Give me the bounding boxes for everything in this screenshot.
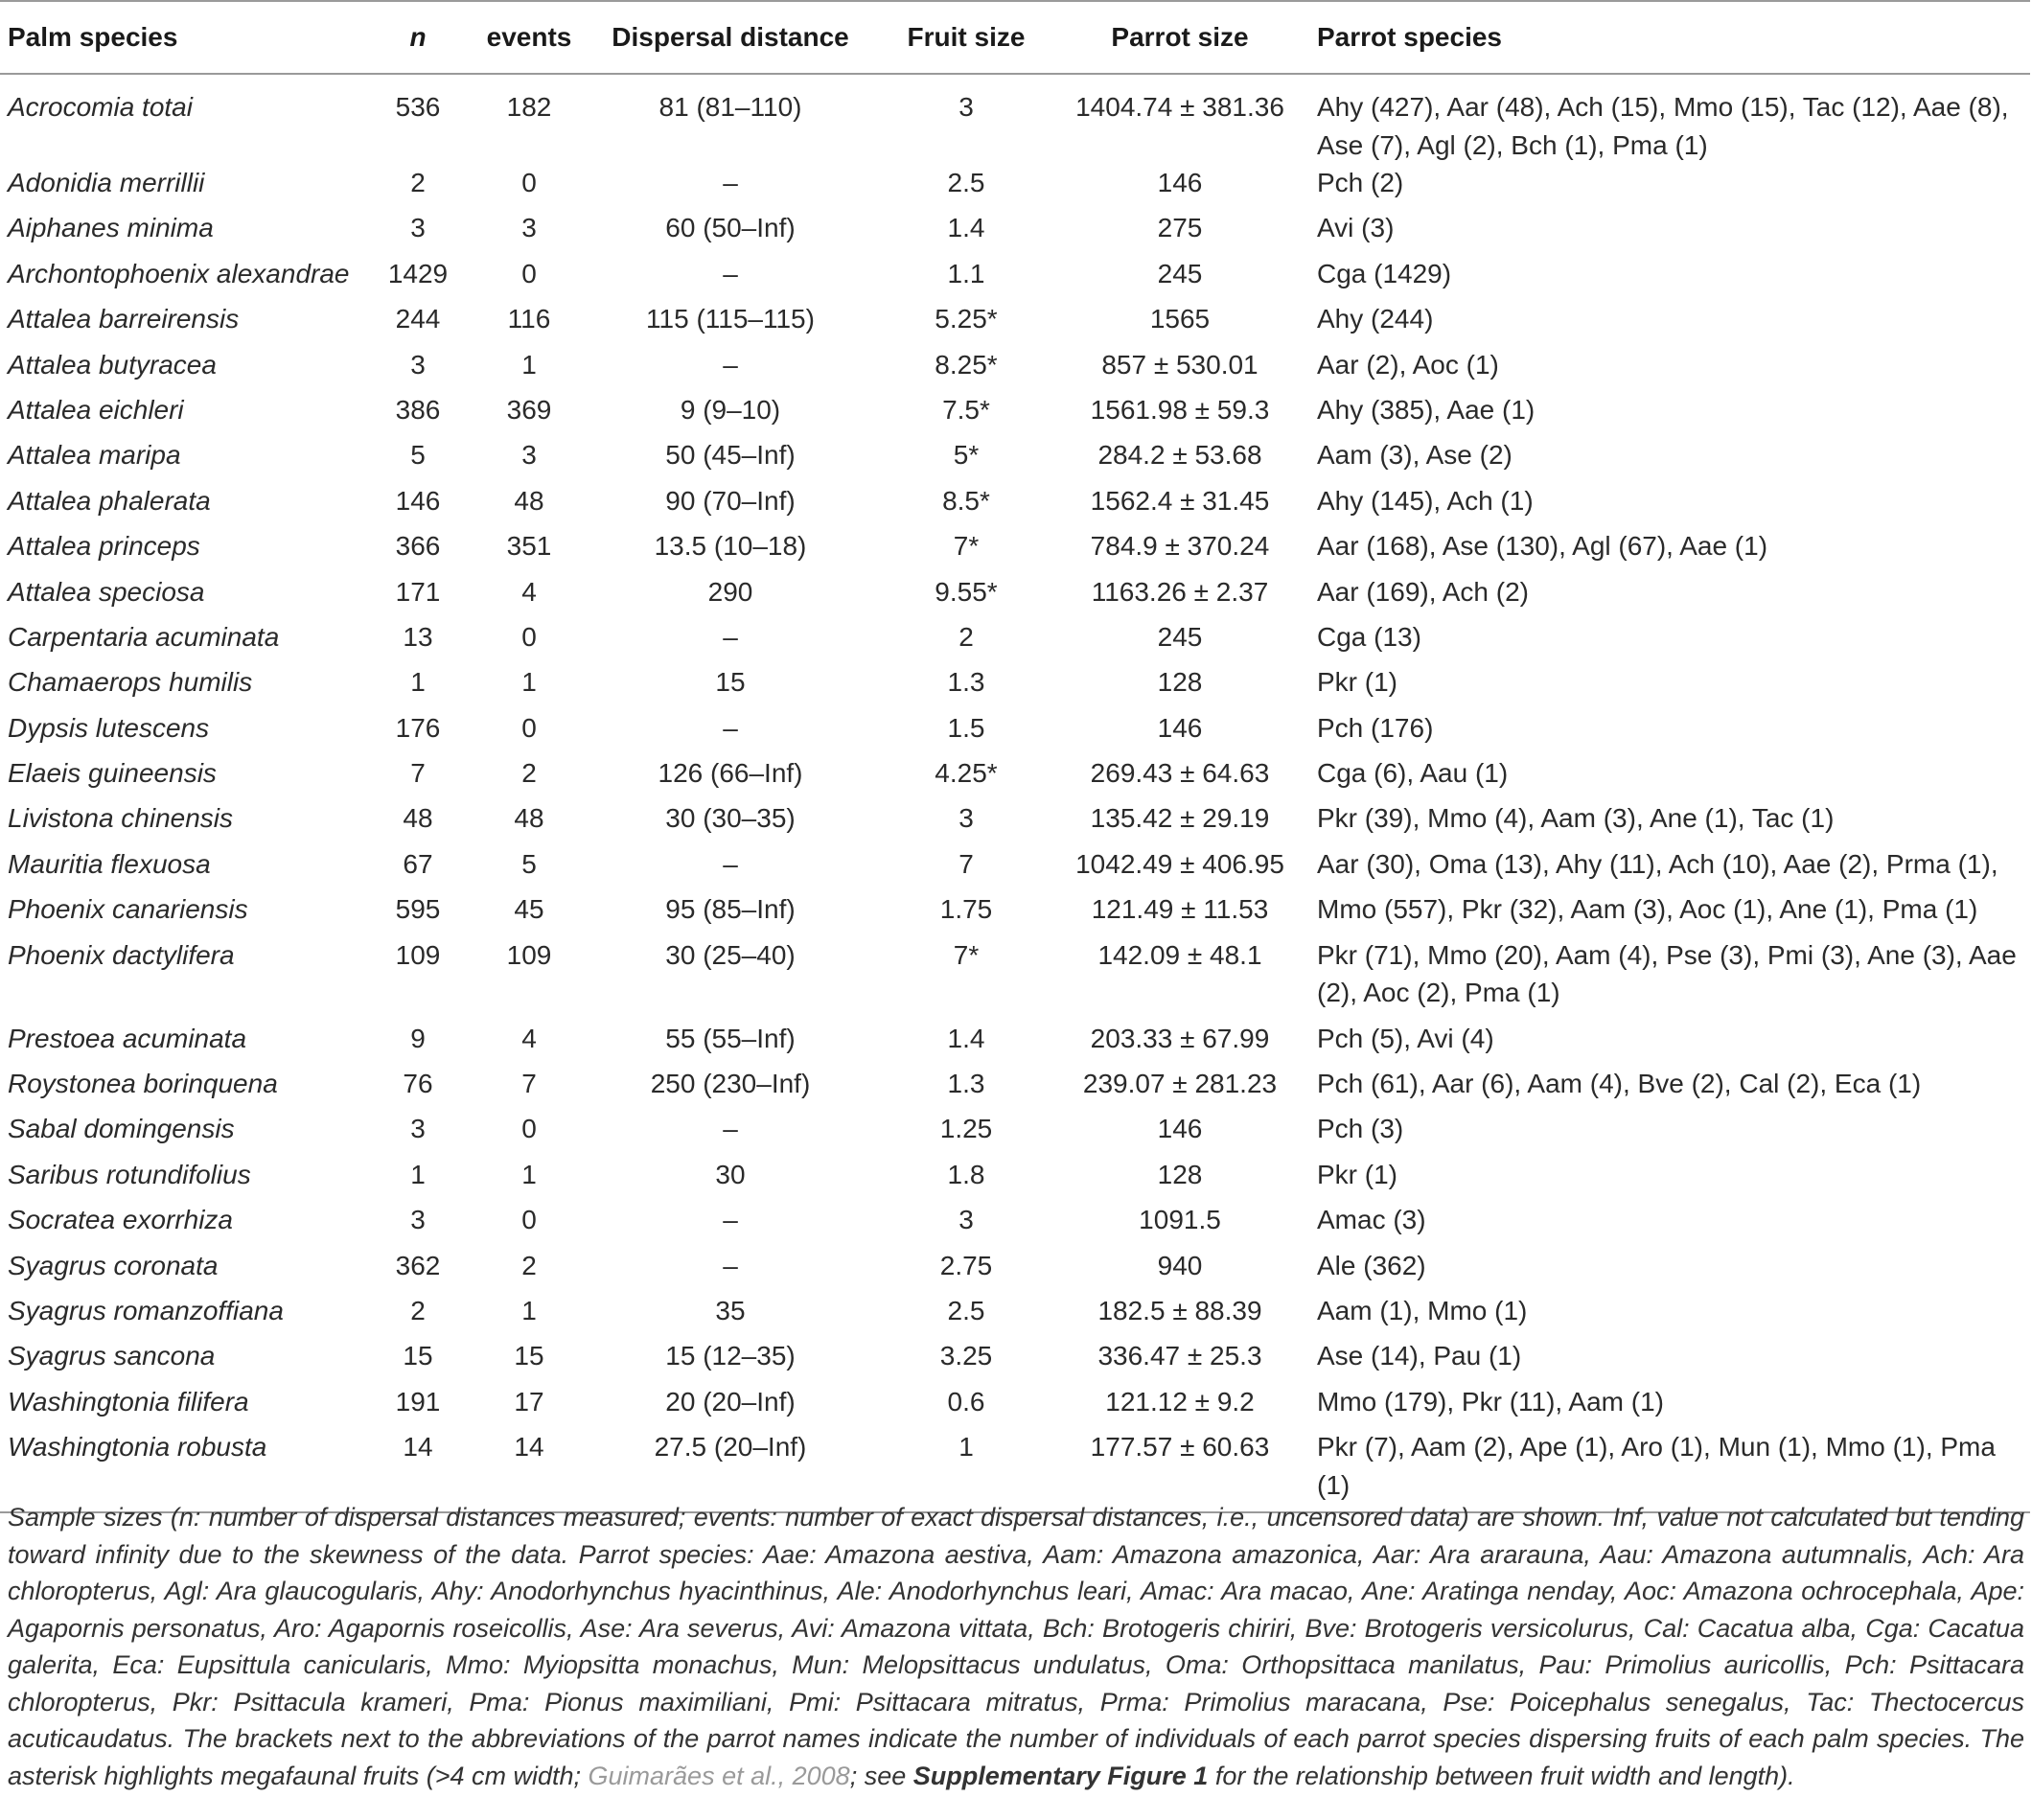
cell-fruit-size: 1.1	[947, 258, 985, 288]
cell-fruit-size: 0.6	[947, 1386, 985, 1417]
cell-parrot-species: Pch (5), Avi (4)	[1317, 1023, 1494, 1053]
cell-fruit-size: 1.25	[939, 1114, 993, 1144]
cell-palm-species: Attalea butyracea	[8, 349, 217, 380]
cell-events: 5	[521, 848, 537, 879]
cell-parrot-species: Mmo (557), Pkr (32), Aam (3), Aoc (1), Ane (1), Pma (1)	[1317, 894, 1978, 925]
table-row	[0, 1020, 2030, 1065]
cell-parrot-species: Cga (1429)	[1317, 258, 1452, 288]
cell-parrot-species: Mmo (179), Pkr (11), Aam (1)	[1317, 1386, 1665, 1417]
cell-parrot-size: 146	[1157, 712, 1203, 743]
table-row	[0, 164, 2030, 209]
table-row	[0, 1337, 2030, 1382]
cell-palm-species: Phoenix dactylifera	[8, 939, 235, 970]
cell-n: 2	[410, 168, 426, 197]
header-fruit-size: Fruit size	[876, 1, 1056, 74]
cell-parrot-species: Avi (3)	[1317, 213, 1395, 243]
cell-events: 48	[514, 803, 544, 834]
cell-palm-species: Dypsis lutescens	[8, 712, 210, 743]
cell-parrot-species: Cga (6), Aau (1)	[1317, 758, 1509, 789]
cell-n: 171	[395, 576, 441, 607]
cell-dispersal-distance: 55 (55–Inf)	[665, 1023, 796, 1053]
table-row	[0, 618, 2030, 663]
cell-palm-species: Attalea princeps	[8, 531, 200, 562]
table-row	[0, 346, 2030, 391]
cell-parrot-species: Pch (3)	[1317, 1114, 1404, 1144]
cell-events: 182	[506, 92, 552, 122]
cell-parrot-size: 1163.26 ± 2.37	[1091, 576, 1269, 607]
table-row	[0, 754, 2030, 799]
cell-fruit-size: 3	[958, 92, 974, 122]
table-row	[0, 74, 2030, 164]
cell-fruit-size: 3	[958, 1205, 974, 1235]
cell-fruit-size: 1.8	[947, 1159, 985, 1189]
table-row	[0, 936, 2030, 1020]
cell-dispersal-distance: 115 (115–115)	[646, 304, 815, 334]
cell-n: 3	[410, 1205, 426, 1235]
cell-dispersal-distance: 250 (230–Inf)	[650, 1069, 811, 1099]
cell-n: 176	[395, 712, 441, 743]
header-events: events	[473, 1, 585, 74]
header-parrot-species: Parrot species	[1304, 1, 2030, 74]
cell-fruit-size: 8.5*	[942, 485, 990, 516]
cell-palm-species: Phoenix canariensis	[8, 894, 248, 925]
cell-dispersal-distance: 20 (20–Inf)	[665, 1386, 796, 1417]
cell-parrot-size: 203.33 ± 67.99	[1090, 1023, 1270, 1053]
cell-palm-species: Prestoea acuminata	[8, 1023, 247, 1053]
table-row	[0, 1383, 2030, 1428]
cell-parrot-size: 135.42 ± 29.19	[1090, 803, 1270, 834]
cell-fruit-size: 7*	[953, 531, 980, 562]
cell-parrot-size: 146	[1157, 1114, 1203, 1144]
cell-events: 1	[521, 667, 537, 698]
cell-parrot-species: Pkr (7), Aam (2), Ape (1), Aro (1), Mun (1), Mmo (1), Pma (1)	[1304, 1428, 2030, 1512]
cell-fruit-size: 4.25*	[935, 758, 998, 789]
cell-parrot-species: Ahy (145), Ach (1)	[1317, 485, 1534, 516]
cell-events: 4	[521, 576, 537, 607]
cell-palm-species: Chamaerops humilis	[8, 667, 253, 698]
cell-dispersal-distance: 290	[707, 576, 753, 607]
cell-n: 3	[410, 213, 426, 243]
cell-parrot-size: 245	[1157, 621, 1203, 652]
cell-dispersal-distance: 30	[715, 1159, 746, 1189]
cell-parrot-species: Ase (14), Pau (1)	[1317, 1341, 1522, 1371]
cell-parrot-size: 1565	[1149, 304, 1211, 334]
cell-events: 116	[507, 304, 551, 334]
cell-n: 15	[403, 1341, 433, 1371]
cell-palm-species: Syagrus romanzoffiana	[8, 1295, 284, 1325]
cell-parrot-size: 128	[1157, 667, 1203, 698]
cell-palm-species: Washingtonia filifera	[8, 1386, 249, 1417]
cell-n: 146	[395, 485, 441, 516]
table-row	[0, 890, 2030, 935]
cell-parrot-size: 940	[1157, 1250, 1203, 1280]
cell-n: 5	[410, 440, 426, 471]
cell-fruit-size: 1.3	[947, 1069, 985, 1099]
cell-dispersal-distance: –	[723, 712, 738, 743]
cell-parrot-species: Pkr (71), Mmo (20), Aam (4), Pse (3), Pmi (3), Ane (3), Aae (2), Aoc (2), Pma (1)	[1317, 939, 2017, 1008]
cell-dispersal-distance: 90 (70–Inf)	[665, 485, 796, 516]
cell-n: 1	[410, 667, 426, 698]
table-row	[0, 209, 2030, 254]
cell-fruit-size: 1	[876, 1428, 1056, 1512]
cell-fruit-size: 3.25	[939, 1341, 993, 1371]
cell-events: 3	[521, 213, 537, 243]
table-row	[0, 1292, 2030, 1337]
cell-parrot-species: Pch (61), Aar (6), Aam (4), Bve (2), Cal (2), Eca (1)	[1317, 1069, 1922, 1099]
header-parrot-size: Parrot size	[1056, 1, 1304, 74]
caption-text-end: for the relationship between fruit width and length).	[1208, 1761, 1795, 1790]
cell-palm-species: Elaeis guineensis	[8, 758, 217, 789]
table-row	[0, 482, 2030, 527]
cell-fruit-size: 1.3	[947, 667, 985, 698]
cell-fruit-size: 1.75	[939, 894, 993, 925]
cell-n: 362	[395, 1250, 441, 1280]
cell-events: 351	[506, 531, 552, 562]
cell-dispersal-distance: 95 (85–Inf)	[665, 894, 796, 925]
header-n: n	[362, 1, 473, 74]
cell-parrot-size: 336.47 ± 25.3	[1097, 1341, 1262, 1371]
table-row	[0, 436, 2030, 481]
cell-parrot-species: Pch (176)	[1317, 712, 1434, 743]
cell-palm-species: Attalea maripa	[8, 440, 181, 471]
cell-palm-species: Aiphanes minima	[8, 213, 214, 243]
cell-palm-species: Sabal domingensis	[8, 1114, 235, 1144]
cell-dispersal-distance: –	[723, 1250, 738, 1280]
cell-events: 1	[521, 1295, 537, 1325]
cell-parrot-size: 245	[1157, 258, 1203, 288]
cell-dispersal-distance: 9 (9–10)	[680, 394, 781, 425]
cell-parrot-size: 1562.4 ± 31.45	[1090, 485, 1270, 516]
cell-events: 14	[473, 1428, 585, 1512]
cell-parrot-size: 1042.49 ± 406.95	[1075, 848, 1284, 879]
cell-parrot-size: 1561.98 ± 59.3	[1090, 394, 1270, 425]
cell-n: 386	[395, 394, 441, 425]
table-row	[0, 1065, 2030, 1110]
cell-dispersal-distance: 35	[715, 1295, 746, 1325]
table-row	[0, 845, 2030, 890]
cell-fruit-size: 9.55*	[935, 576, 998, 607]
cell-n: 13	[403, 621, 433, 652]
cell-parrot-size: 121.49 ± 11.53	[1091, 894, 1269, 925]
cell-n: 7	[410, 758, 426, 789]
cell-n: 9	[410, 1023, 426, 1053]
cell-n: 595	[395, 894, 441, 925]
cell-fruit-size: 2.75	[939, 1250, 993, 1280]
cell-palm-species: Attalea phalerata	[8, 485, 211, 516]
cell-parrot-species: Ale (362)	[1317, 1250, 1426, 1280]
cell-palm-species: Syagrus coronata	[8, 1250, 219, 1280]
cell-parrot-size: 142.09 ± 48.1	[1097, 939, 1262, 970]
cell-parrot-size: 128	[1157, 1159, 1203, 1189]
cell-n: 109	[395, 939, 441, 970]
cell-parrot-size: 182.5 ± 88.39	[1097, 1295, 1262, 1325]
cell-n: 536	[395, 92, 441, 122]
cell-events: 0	[521, 621, 537, 652]
cell-parrot-species: Pkr (1)	[1317, 1159, 1397, 1189]
cell-parrot-size: 275	[1157, 213, 1203, 243]
cell-parrot-species: Cga (13)	[1317, 621, 1421, 652]
cell-palm-species: Washingtonia robusta	[0, 1428, 362, 1512]
cell-events: 1	[521, 1159, 537, 1189]
cell-parrot-size: 269.43 ± 64.63	[1090, 758, 1270, 789]
cell-palm-species: Attalea speciosa	[8, 576, 205, 607]
table-row	[0, 1201, 2030, 1246]
cell-parrot-size: 177.57 ± 60.63	[1056, 1428, 1304, 1512]
cell-n: 366	[395, 531, 441, 562]
table-row	[0, 255, 2030, 300]
table-caption	[8, 1499, 2024, 1794]
table-body	[0, 74, 2030, 1512]
cell-dispersal-distance: 30 (25–40)	[665, 939, 796, 970]
cell-fruit-size: 5.25*	[935, 304, 998, 334]
cell-dispersal-distance: 126 (66–Inf)	[658, 758, 803, 789]
table-row	[0, 300, 2030, 345]
table-row	[0, 527, 2030, 572]
cell-n: 1	[410, 1159, 426, 1189]
cell-fruit-size: 7.5*	[942, 394, 990, 425]
cell-palm-species: Syagrus sancona	[8, 1341, 216, 1371]
cell-palm-species: Livistona chinensis	[8, 803, 234, 834]
cell-n: 3	[410, 349, 426, 380]
cell-events: 2	[521, 1250, 537, 1280]
cell-fruit-size: 2	[958, 621, 974, 652]
cell-palm-species: Attalea eichleri	[8, 394, 184, 425]
cell-n: 67	[403, 848, 433, 879]
header-dispersal-distance: Dispersal distance	[585, 1, 876, 74]
caption-reference-link[interactable]: Guimarães et al., 2008	[588, 1761, 850, 1790]
table-header-row	[0, 1, 2030, 74]
cell-parrot-species: Aar (169), Ach (2)	[1317, 576, 1529, 607]
cell-n: 3	[410, 1114, 426, 1144]
cell-fruit-size: 5*	[953, 440, 980, 471]
cell-dispersal-distance: 13.5 (10–18)	[654, 531, 807, 562]
caption-text-mid: ; see	[849, 1761, 913, 1790]
cell-parrot-size: 784.9 ± 370.24	[1090, 531, 1270, 562]
cell-fruit-size: 2.5	[947, 168, 985, 197]
cell-n: 76	[403, 1069, 433, 1099]
cell-events: 0	[521, 712, 537, 743]
cell-events: 0	[521, 1205, 537, 1235]
cell-dispersal-distance: –	[723, 349, 738, 380]
table-row	[0, 1110, 2030, 1155]
cell-dispersal-distance: –	[723, 258, 738, 288]
table-row	[0, 1247, 2030, 1292]
cell-fruit-size: 3	[958, 803, 974, 834]
cell-events: 0	[521, 1114, 537, 1144]
cell-events: 4	[521, 1023, 537, 1053]
cell-events: 0	[521, 168, 537, 197]
cell-fruit-size: 8.25*	[935, 349, 998, 380]
table-row	[0, 799, 2030, 844]
cell-parrot-size: 121.12 ± 9.2	[1105, 1386, 1255, 1417]
cell-parrot-species: Aar (168), Ase (130), Agl (67), Aae (1)	[1317, 531, 1768, 562]
cell-events: 2	[521, 758, 537, 789]
cell-palm-species: Adonidia merrillii	[8, 168, 205, 197]
cell-events: 45	[514, 894, 544, 925]
cell-parrot-species: Ahy (385), Aae (1)	[1317, 394, 1536, 425]
cell-dispersal-distance: 60 (50–Inf)	[665, 213, 796, 243]
cell-dispersal-distance: 81 (81–110)	[658, 92, 802, 122]
cell-dispersal-distance: –	[723, 1205, 738, 1235]
cell-events: 109	[506, 939, 552, 970]
cell-palm-species: Archontophoenix alexandrae	[8, 258, 350, 288]
cell-events: 1	[521, 349, 537, 380]
cell-fruit-size: 7	[958, 848, 974, 879]
table-row	[0, 391, 2030, 436]
cell-parrot-species: Pkr (1)	[1317, 667, 1397, 698]
supplementary-figure-link[interactable]: Supplementary Figure 1	[912, 1761, 1209, 1790]
table-row	[0, 663, 2030, 708]
cell-events: 3	[521, 440, 537, 471]
cell-fruit-size: 1.4	[947, 213, 985, 243]
cell-dispersal-distance: –	[723, 168, 738, 197]
cell-palm-species: Saribus rotundifolius	[8, 1159, 251, 1189]
cell-events: 17	[514, 1386, 544, 1417]
cell-parrot-species: Pch (2)	[1317, 168, 1404, 197]
cell-palm-species: Roystonea borinquena	[8, 1069, 278, 1099]
cell-dispersal-distance: –	[723, 621, 738, 652]
cell-palm-species: Attalea barreirensis	[8, 304, 240, 334]
cell-dispersal-distance: –	[723, 1114, 738, 1144]
cell-parrot-size: 146	[1157, 168, 1203, 197]
cell-n: 1429	[387, 258, 449, 288]
cell-fruit-size: 2.5	[947, 1295, 985, 1325]
cell-fruit-size: 1.4	[947, 1023, 985, 1053]
cell-n: 244	[395, 304, 441, 334]
table-row	[0, 1156, 2030, 1201]
header-palm-species: Palm species	[0, 1, 362, 74]
cell-parrot-species: Amac (3)	[1317, 1205, 1426, 1235]
cell-palm-species: Socratea exorrhiza	[8, 1205, 234, 1235]
cell-parrot-species: Pkr (39), Mmo (4), Aam (3), Ane (1), Tac (1)	[1317, 803, 1835, 834]
cell-fruit-size: 1.5	[947, 712, 985, 743]
cell-parrot-species: Aam (3), Ase (2)	[1317, 440, 1512, 471]
cell-parrot-size: 284.2 ± 53.68	[1097, 440, 1262, 471]
cell-parrot-species: Aar (2), Aoc (1)	[1317, 349, 1499, 380]
table-row	[0, 573, 2030, 618]
cell-palm-species: Mauritia flexuosa	[8, 848, 211, 879]
caption-text: Sample sizes (n: number of dispersal distances measured; events: number of exact dispersal distances, i.e., uncensored data) are shown. Inf, value not calculated but tending toward infinity due to the skewness of the data. Parrot species: Aae: Amazona aestiva, Aam: Amazona amazonica, Aar: Ara ararauna, Aau: Amazona autumnalis, Ach: Ara chloropterus, Agl: Ara glaucogularis, Ahy: Anodorhynchus hyacinthinus, Ale: Anodorhynchus leari, Amac: Ara macao, Ane: Aratinga nenday, Aoc: Amazona ochrocephala, Ape: Agapornis personatus, Aro: Agapornis roseicollis, Ase: Ara severus, Avi: Amazona vittata, Bch: Brotogeris chiriri, Bve: Brotogeris versicolurus, Cal: Cacatua alba, Cga: Cacatua galerita, Eca: Eupsittula canicularis, Mmo: Myiopsitta monachus, Mun: Melopsittacus undulatus, Oma: Orthopsittaca manilatus, Pau: Primolius auricollis, Pch: Psittacara chloropterus, Pkr: Psittacula krameri, Pma: Pionus maximiliani, Pmi: Psittacara mitratus, Prma: Primolius maracana, Pse: Poicephalus senegalus, Tac: Thectocercus acuticaudatus. The brackets next to the abbreviations of the parrot names indicate the number of individuals of each parrot species dispersing fruits of each palm species. The asterisk highlights megafaunal fruits (>4 cm width;	[8, 1503, 2024, 1790]
cell-n: 2	[410, 1295, 426, 1325]
cell-events: 48	[514, 485, 544, 516]
cell-events: 7	[521, 1069, 537, 1099]
cell-events: 369	[506, 394, 552, 425]
cell-dispersal-distance: 15	[715, 667, 746, 698]
cell-parrot-size: 239.07 ± 281.23	[1082, 1069, 1278, 1099]
cell-n: 14	[362, 1428, 473, 1512]
cell-parrot-species: Ahy (427), Aar (48), Ach (15), Mmo (15), Tac (12), Aae (8), Ase (7), Agl (2), Bch (1), Pma (1)	[1317, 92, 2009, 160]
cell-dispersal-distance: 50 (45–Inf)	[665, 440, 796, 471]
cell-dispersal-distance: –	[723, 848, 738, 879]
cell-palm-species: Acrocomia totai	[8, 92, 193, 122]
cell-dispersal-distance: 15 (12–35)	[665, 1341, 796, 1371]
cell-fruit-size: 7*	[953, 939, 980, 970]
cell-parrot-size: 857 ± 530.01	[1101, 349, 1258, 380]
cell-events: 15	[514, 1341, 544, 1371]
cell-parrot-size: 1091.5	[1139, 1205, 1221, 1235]
cell-dispersal-distance: 30 (30–35)	[665, 803, 796, 834]
cell-palm-species: Carpentaria acuminata	[8, 621, 280, 652]
cell-parrot-species: Aam (1), Mmo (1)	[1317, 1295, 1528, 1325]
cell-events: 0	[521, 258, 537, 288]
cell-dispersal-distance: 27.5 (20–Inf)	[585, 1428, 876, 1512]
cell-parrot-species: Aar (30), Oma (13), Ahy (11), Ach (10), Aae (2), Prma (1),	[1317, 848, 1998, 879]
table-row	[0, 709, 2030, 754]
cell-parrot-species: Ahy (244)	[1317, 304, 1434, 334]
cell-parrot-size: 1404.74 ± 381.36	[1075, 92, 1284, 122]
cell-n: 48	[403, 803, 433, 834]
cell-n: 191	[395, 1386, 441, 1417]
